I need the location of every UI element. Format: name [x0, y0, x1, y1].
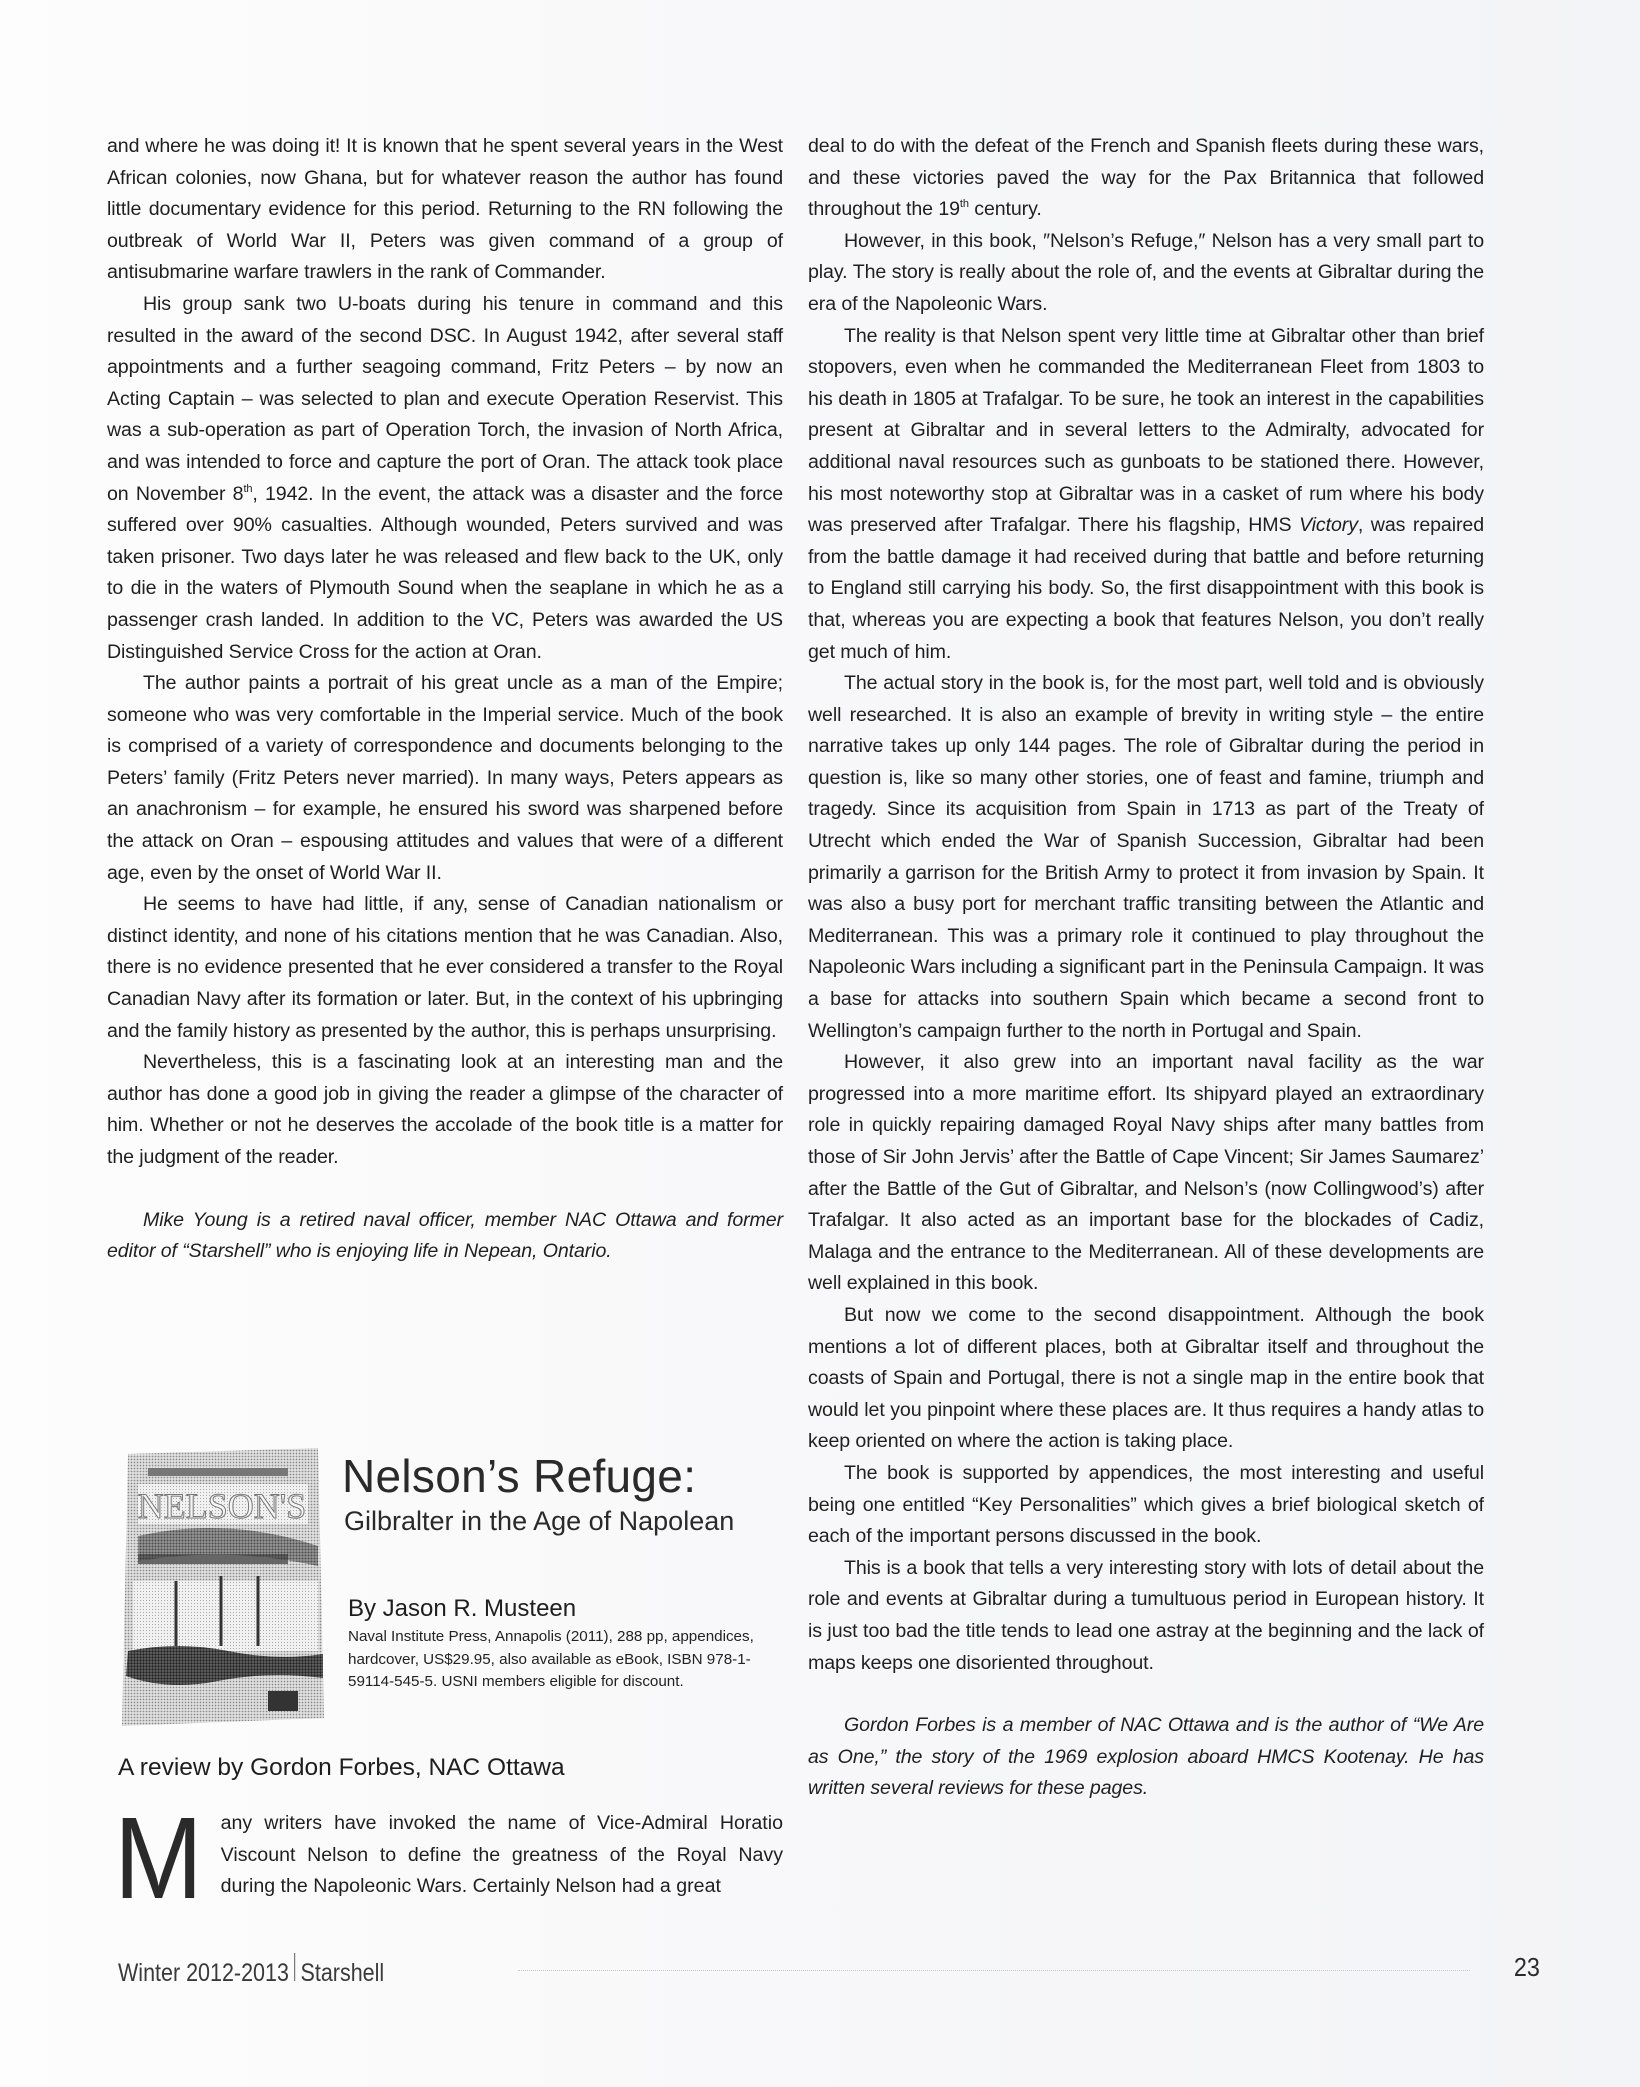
paragraph: [808, 321, 1484, 669]
svg-text:NELSON'S: NELSON'S: [137, 1486, 307, 1526]
paragraph: This is a book that tells a very interesting story with lots of detail about the role and events at Gibraltar during a tumultuous period in European history. It is just too bad the title tends to lead one astray at the beginning and the lack of maps keeps one disoriented throughout.: [808, 1556, 1484, 1674]
book-subtitle: Gilbralter in the Age of Napolean: [344, 1506, 735, 1536]
paragraph-text: any writers have invoked the name of Vice-Admiral Horatio Viscount Nelson to define the greatness of the Royal Navy during the Napoleonic Wars. Certainly Nelson had a great: [220, 1812, 783, 1898]
paragraph-text: The reality is that Nelson spent very little time at Gibraltar other than brief stopovers, even when he commanded the Mediterranean Fleet from 1803 to his death in 1805 at Trafalgar. To be sure, he took an interest in the capabilities present at Gibraltar and in several letters to the Admiralty, advocated for additional naval resources such as gunboats to be stationed there. However, his most noteworthy stop at Gibraltar was in a casket of rum where his body was preserved after Trafalgar. There his flagship, HMS: [808, 324, 1484, 537]
paragraph-text: , was repaired from the battle damage it had received during that battle and before returning to England still carrying his body. So, the first disappointment with this book is that, whereas you are expecting a book that features Nelson, you don’t really get much of him.: [808, 514, 1484, 663]
superscript: th: [243, 482, 253, 495]
paragraph: The actual story in the book is, for the most part, well told and is obviously well researched. It is also an example of brevity in writing style – the entire narrative takes up only 144 pages. The role of Gibraltar during the period in question is, like so many other stories, one of feast and famine, triumph and tragedy. Since its acquisition from Spain in 1713 as part of the Treaty of Utrecht which ended the War of Spanish Succession, Gibraltar had been primarily a garrison for the British Army to protect it from invasion by Spain. It was also a busy port for merchant traffic transiting between the Atlantic and Mediterranean. This was a primary role it continued to play throughout the Napoleonic Wars including a significant part in the Peninsula Campaign. It was a base for attacks into southern Spain which became a second front to Wellington’s campaign further to the north in Portugal and Spain.: [808, 672, 1484, 1042]
footer-rule: [518, 1970, 1470, 1971]
book-cover-image: [118, 1446, 326, 1728]
paragraph: [107, 289, 783, 668]
book-author: By Jason R. Musteen: [348, 1595, 577, 1622]
reviewer-byline: A review by Gordon Forbes, NAC Ottawa: [118, 1754, 565, 1781]
paragraph: Nevertheless, this is a fascinating look at an interesting man and the author has done a good job in giving the reader a glimpse of the character of him. Whether or not he deserves the accolade of the book title is a matter for the judgment of the reader.: [107, 1051, 783, 1168]
book-review-header: [118, 1446, 790, 1731]
paragraph: The book is supported by appendices, the most interesting and useful being one entitled “Key Personalities” which gives a brief biological sketch of each of the important persons discussed in the book.: [808, 1461, 1484, 1548]
paragraph-text: deal to do with the defeat of the French and Spanish fleets during these wars, and these victories paved the way for the Pax Britannica that followed throughout the 19: [808, 135, 1484, 221]
book-title: Nelson’s Refuge:: [342, 1450, 697, 1502]
superscript: th: [959, 198, 969, 211]
paragraph-text: century.: [968, 198, 1042, 221]
paragraph: However, in this book, ″Nelson’s Refuge,″ Nelson has a very small part to play. The story is really about the role of, and the events at Gibraltar during the era of the Napoleonic Wars.: [808, 229, 1484, 315]
paragraph: [808, 131, 1484, 226]
paragraph: However, it also grew into an important naval facility as the war progressed into a more maritime effort. Its shipyard played an extraordinary role in quickly repairing damaged Royal Navy ships after many battles from those of Sir John Jervis’ after the Battle of Cape Vincent; Sir James Saumarez’ after the Battle of the Gut of Gibraltar, and Nelson’s (now Collingwood’s) after Trafalgar. It also acted as an important base for the blockades of Cadiz, Malaga and the entrance to the Mediterranean. All of these developments are well explained in this book.: [808, 1051, 1484, 1295]
publication-name: Starshell: [300, 1958, 385, 1987]
page-number: 23: [1513, 1952, 1540, 1982]
ship-name: Victory: [1299, 514, 1358, 537]
issue-date: Winter 2012-2013: [118, 1958, 289, 1987]
paragraph: and where he was doing it! It is known that he spent several years in the West African colonies, now Ghana, but for whatever reason the author has found little documentary evidence for this period. Returning to the RN following the outbreak of World War II, Peters was given command of a group of antisubmarine warfare trawlers in the rank of Commander.: [107, 135, 783, 284]
paragraph: The author paints a portrait of his great uncle as a man of the Empire; someone who was very comfortable in the Imperial service. Much of the book is comprised of a variety of correspondence and documents belonging to the Peters’ family (Fritz Peters never married). In many ways, Peters appears as an anachronism – for example, he ensured his sword was sharpened before the attack on Oran – espousing attitudes and values that were of a different age, even by the onset of World War II.: [107, 672, 783, 884]
footer-issue-label: [118, 1953, 384, 1988]
review-opening-paragraph: [114, 1793, 783, 1923]
author-bio-note: Mike Young is a retired naval officer, member NAC Ottawa and former editor of “Starshell” who is enjoying life in Nepean, Ontario.: [107, 1208, 783, 1263]
paragraph: He seems to have had little, if any, sense of Canadian nationalism or distinct identity, and none of his citations mention that he was Canadian. Also, there is no evidence presented that he ever considered a transfer to the Royal Canadian Navy after its formation or later. But, in the context of his upbringing and the family history as presented by the author, this is perhaps unsurprising.: [107, 893, 783, 1042]
footer-separator: [294, 1953, 295, 1981]
right-column: [808, 131, 1484, 1805]
book-publication-details: Naval Institute Press, Annapolis (2011), 288 pp, appendices, hardcover, US$29.95, also available as eBook, ISBN 978-1-59114-545-5. USNI members eligible for discount.: [348, 1628, 754, 1691]
paragraph-text: , 1942. In the event, the attack was a disaster and the force suffered over 90% casualties. Although wounded, Peters survived and was taken prisoner. Two days later he was released and flew back to the UK, only to die in the waters of Plymouth Sound when the seaplane in which he as a passenger crash landed. In addition to the VC, Peters was awarded the US Distinguished Service Cross for the action at Oran.: [107, 482, 783, 663]
author-bio-note: Gordon Forbes is a member of NAC Ottawa and is the author of “We Are as One,” the story of the 1969 explosion aboard HMCS Kootenay. He has written several reviews for these pages.: [808, 1714, 1484, 1800]
left-column: [107, 131, 783, 1268]
book-cover-illustration-icon: [118, 1446, 326, 1728]
paragraph: But now we come to the second disappointment. Although the book mentions a lot of different places, both at Gibraltar itself and throughout the coasts of Spain and Portugal, there is not a single map in the entire book that would let you pinpoint where these places are. It thus requires a handy atlas to keep oriented on where the action is taking place.: [808, 1303, 1484, 1453]
paragraph-text: His group sank two U-boats during his tenure in command and this resulted in the award of the second DSC. In August 1942, after several staff appointments and a further seagoing command, Fritz Peters – by now an Acting Captain – was selected to plan and execute Operation Reservist. This was a sub-operation as part of Operation Torch, the invasion of North Africa, and was intended to force and capture the port of Oran. The attack took place on November 8: [107, 292, 783, 505]
drop-cap: M: [114, 1793, 203, 1923]
page-footer: [118, 1950, 1540, 1990]
